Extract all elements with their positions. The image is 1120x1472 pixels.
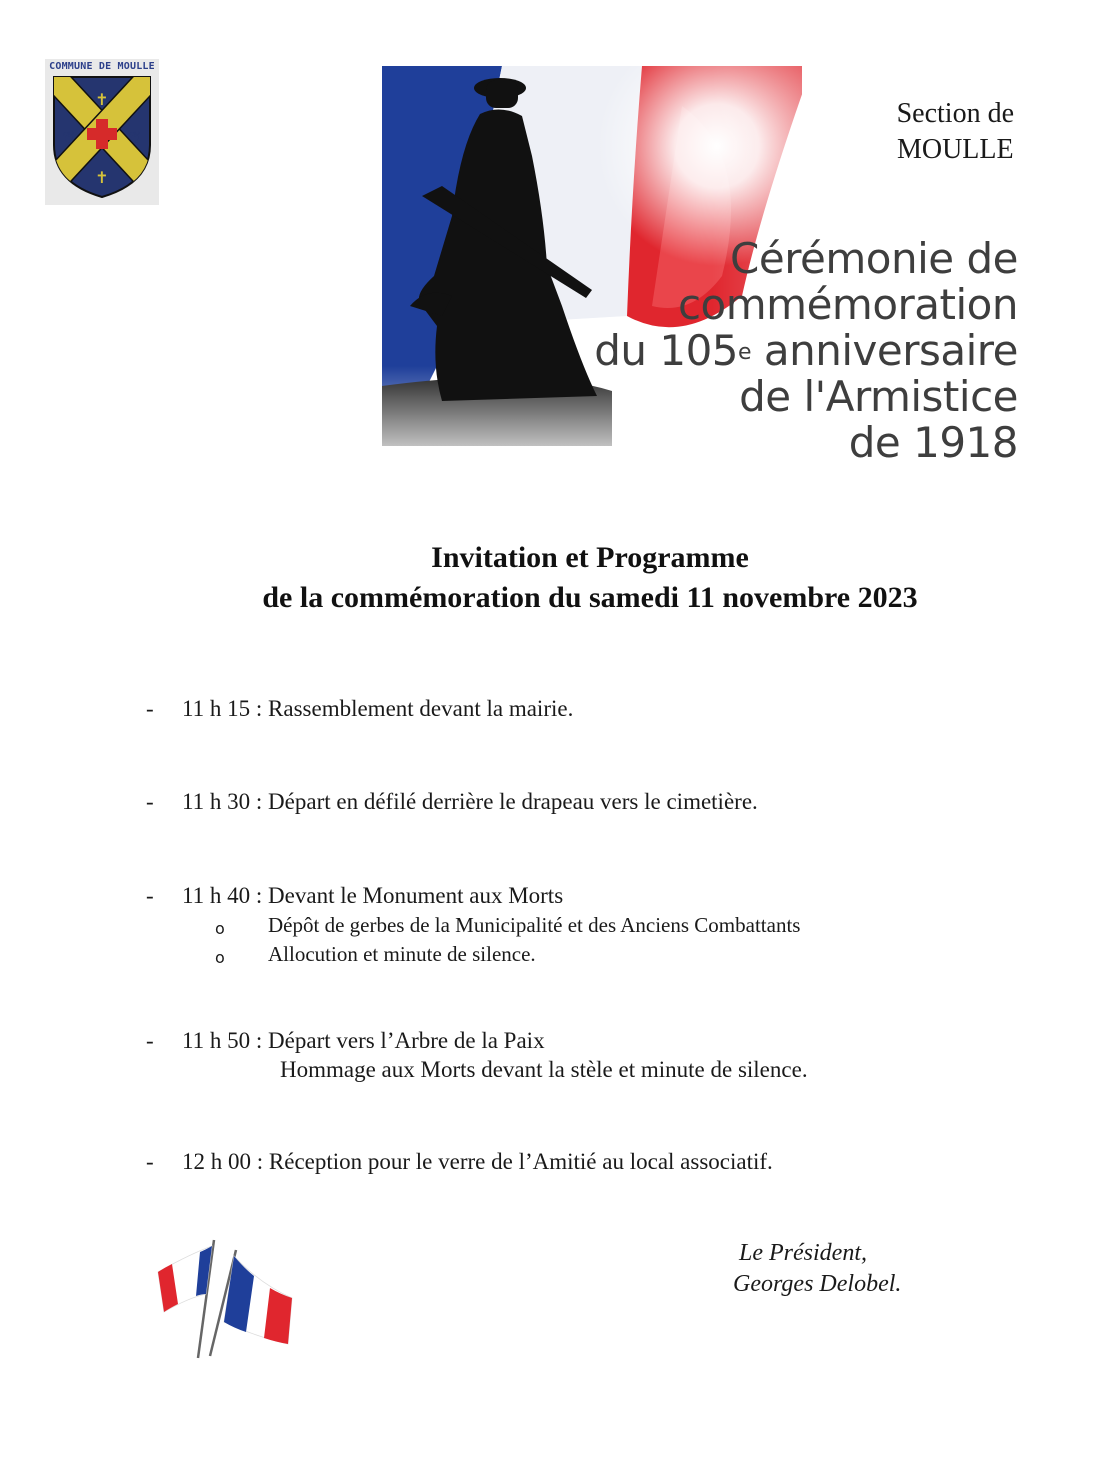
crest-title: COMMUNE DE MOULLE <box>49 61 155 72</box>
programme-subitem-wreaths: Dépôt de gerbes de la Municipalité et des Anciens Combattants <box>268 913 801 937</box>
shield-icon <box>52 75 152 199</box>
signature-title: Le Président, <box>739 1240 867 1266</box>
signature-block <box>733 1238 901 1300</box>
ceremony-title-superscript: e <box>738 340 752 365</box>
svg-text:✝: ✝ <box>95 90 109 109</box>
svg-text:✝: ✝ <box>95 168 109 187</box>
flags-artwork <box>150 1232 300 1362</box>
svg-text:❦: ❦ <box>62 128 76 147</box>
coat-of-arms <box>45 59 159 205</box>
ceremony-title-line-3-post: anniversaire <box>751 326 1018 375</box>
ceremony-title-line-3 <box>594 328 1018 374</box>
list-bullet: o <box>215 948 225 967</box>
programme-item-1115: 11 h 15 : Rassemblement devant la mairie. <box>182 696 574 721</box>
programme-item-1140: 11 h 40 : Devant le Monument aux Morts <box>182 883 564 908</box>
ceremony-title-line-2: commémoration <box>677 280 1018 329</box>
ceremony-banner <box>382 66 1058 476</box>
svg-text:❦: ❦ <box>128 128 142 147</box>
list-dash: - <box>146 696 154 721</box>
programme-item-1150-continuation: Hommage aux Morts devant la stèle et minute de silence. <box>280 1057 808 1082</box>
french-flags-icon <box>150 1232 300 1362</box>
invitation-heading <box>0 538 1120 618</box>
ceremony-title-line-3-pre: du 105 <box>594 326 739 375</box>
list-dash: - <box>146 1028 154 1053</box>
signature-name: Georges Delobel. <box>733 1271 902 1297</box>
list-dash: - <box>146 789 154 814</box>
ceremony-title-line-1: Cérémonie de <box>730 234 1018 283</box>
heading-line-2: de la commémoration du samedi 11 novembre 2023 <box>262 581 918 614</box>
ceremony-title <box>594 236 1018 466</box>
programme-item-1150: 11 h 50 : Départ vers l’Arbre de la Paix <box>182 1028 545 1053</box>
section-line-1: Section de <box>896 98 1014 129</box>
list-dash: - <box>146 1149 154 1174</box>
programme-item-1130: 11 h 30 : Départ en défilé derrière le drapeau vers le cimetière. <box>182 789 758 814</box>
heading-line-1: Invitation et Programme <box>431 541 749 574</box>
programme-subitem-speech: Allocution et minute de silence. <box>268 942 536 966</box>
programme-item-1200: 12 h 00 : Réception pour le verre de l’Amitié au local associatif. <box>182 1149 773 1174</box>
list-dash: - <box>146 883 154 908</box>
ceremony-title-line-5: de 1918 <box>848 418 1018 467</box>
list-bullet: o <box>215 919 225 938</box>
ceremony-title-line-4: de l'Armistice <box>739 372 1018 421</box>
section-label <box>897 96 1014 168</box>
section-line-2: MOULLE <box>896 134 1014 165</box>
